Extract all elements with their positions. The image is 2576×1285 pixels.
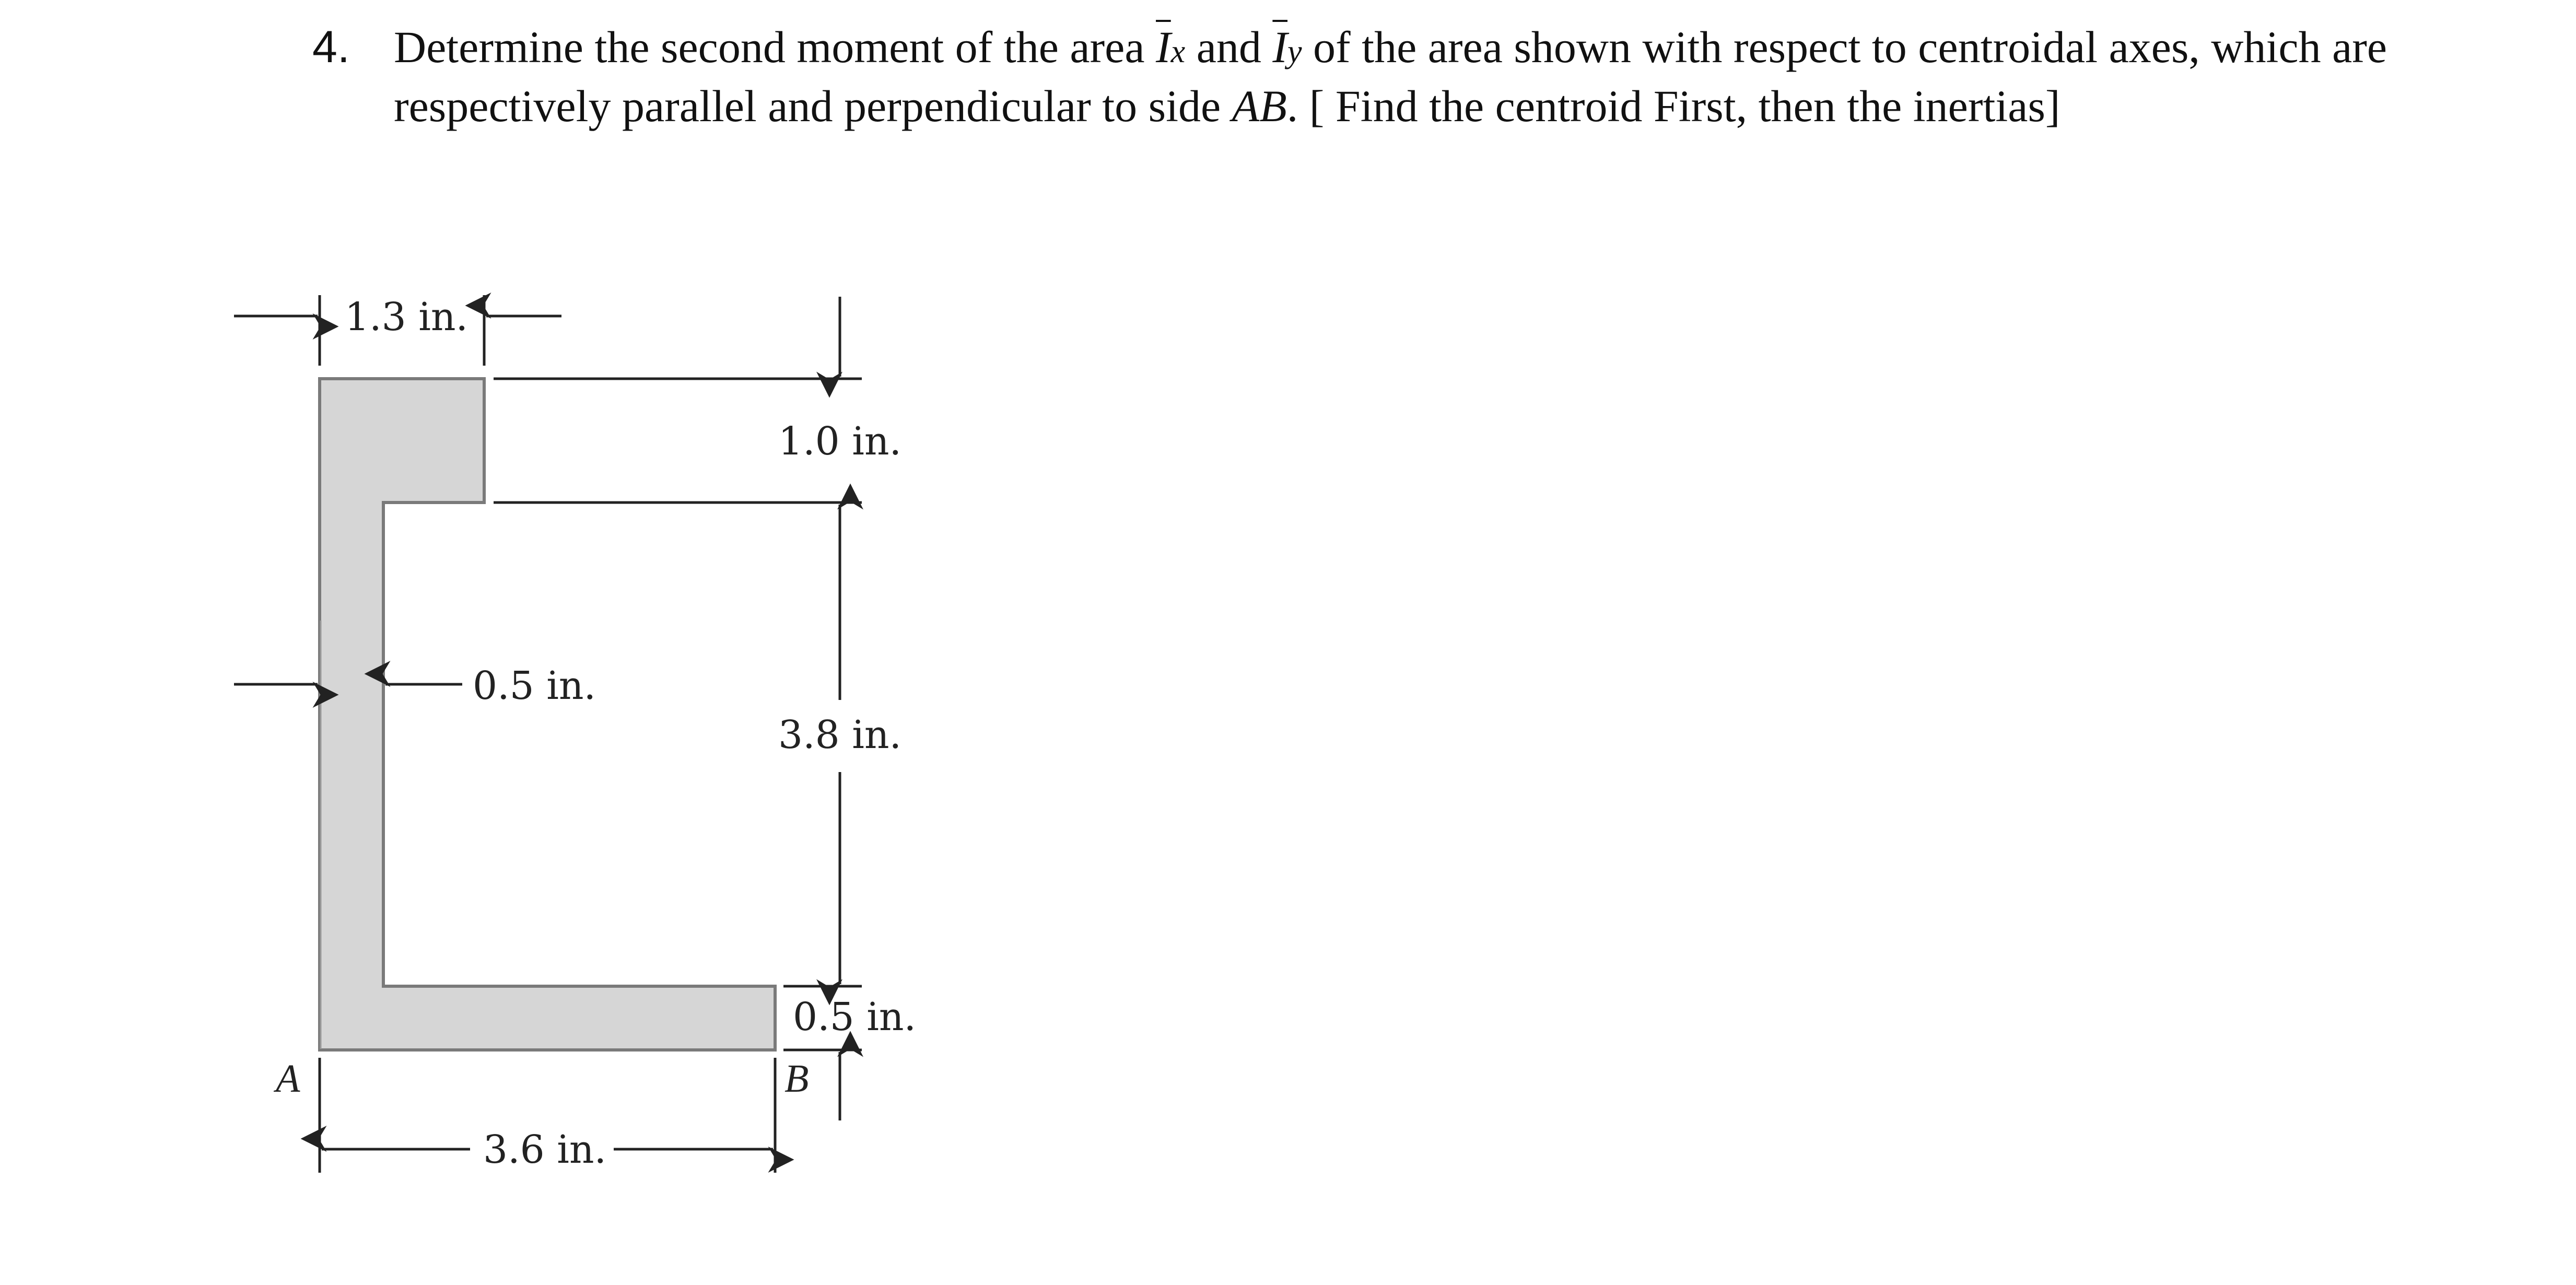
moment-subscript-x: x xyxy=(1170,34,1186,69)
side-label-ab: AB xyxy=(1232,81,1287,131)
problem-text-part: Determine the second moment of the area xyxy=(394,22,1156,72)
point-label-a: A xyxy=(276,1057,300,1101)
dim-label-top-flange-height: 1.0 in. xyxy=(778,419,902,464)
moment-subscript-y: y xyxy=(1287,34,1302,69)
dim-bottom-length xyxy=(320,1058,775,1173)
dim-label-web-clear-height: 3.8 in. xyxy=(778,712,902,757)
problem-number: 4. xyxy=(312,22,350,72)
point-label-b: B xyxy=(784,1057,809,1101)
moment-symbol-iy: $\overline{I}$ xyxy=(1272,22,1288,72)
problem-text-part: and xyxy=(1185,22,1273,72)
dim-web-clear-height xyxy=(778,505,901,986)
dim-web-thickness xyxy=(234,663,596,708)
problem-text-part: of the area shown with respect to centroidal axes, which are respectively parallel and perpendicular to side xyxy=(394,22,2387,131)
moment-symbol-ix: $\overline{I}$ xyxy=(1156,22,1171,72)
problem-text-part: . [ Find the centroid First, then the inertias] xyxy=(1286,81,2060,131)
dim-label-bottom-flange-thickness: 0.5 in. xyxy=(793,995,917,1039)
dim-label-bottom-length: 3.6 in. xyxy=(483,1127,607,1172)
cross-section-shape xyxy=(320,379,775,1050)
dim-top-flange-width xyxy=(234,295,561,366)
dim-top-flange-height xyxy=(494,297,901,503)
dim-label-top-flange-width: 1.3 in. xyxy=(345,295,469,340)
dim-label-web-thickness: 0.5 in. xyxy=(473,663,596,708)
